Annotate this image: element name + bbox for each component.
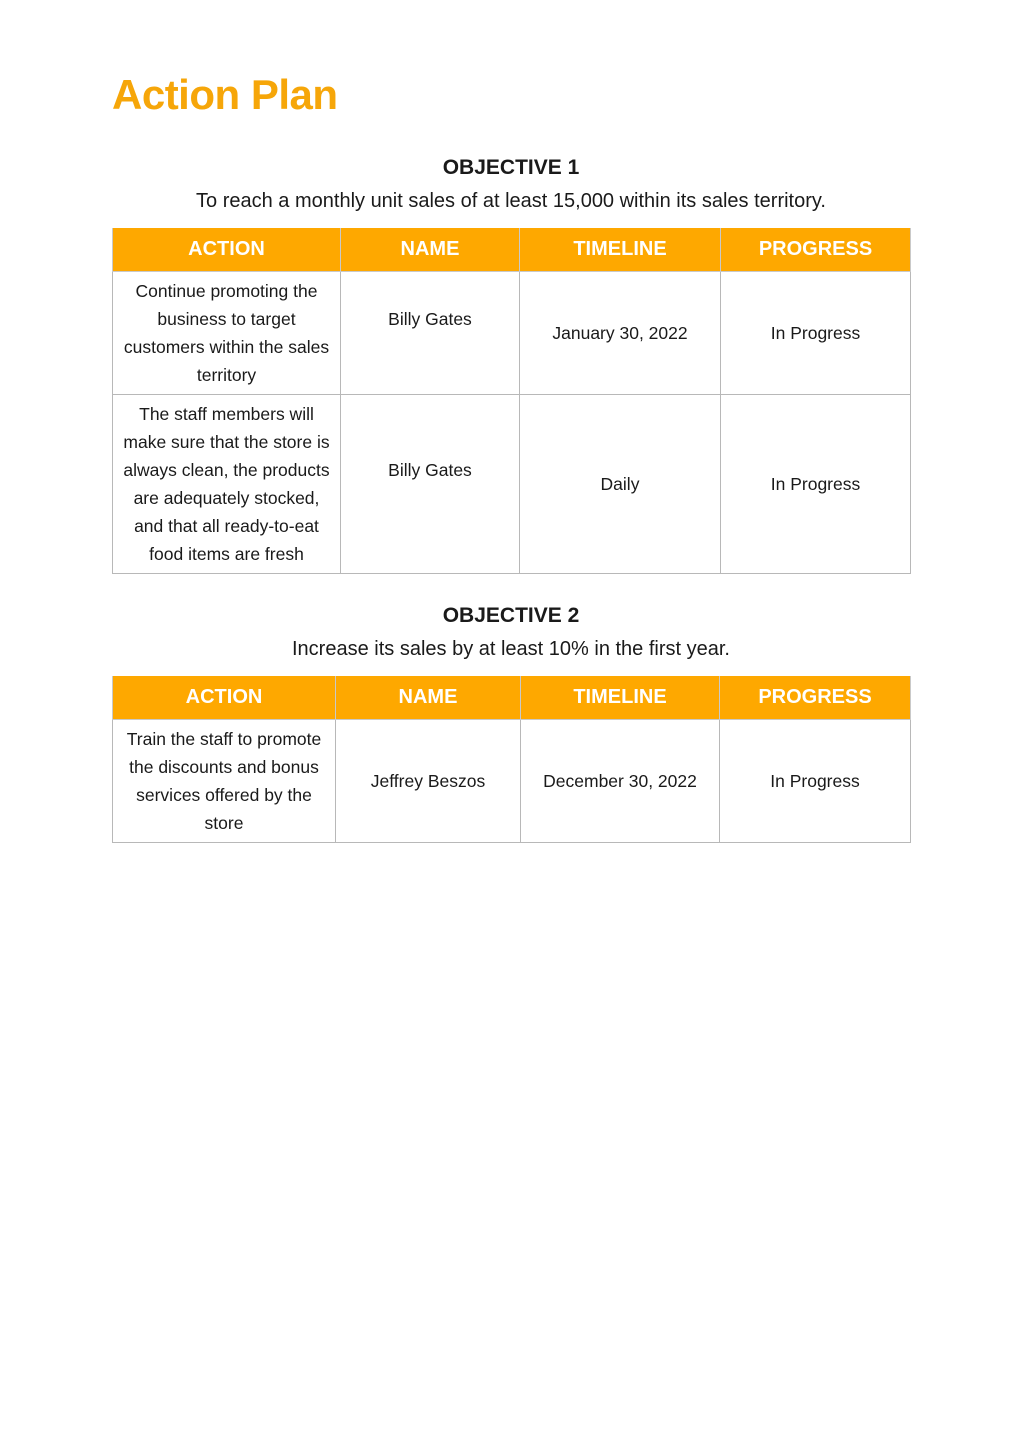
name-cell [336, 720, 521, 843]
column-header-name: NAME [341, 228, 520, 272]
progress-cell: In Progress [721, 395, 911, 574]
name-cell [341, 272, 520, 395]
name-value: Billy Gates [388, 309, 472, 329]
page-title: Action Plan [112, 71, 338, 118]
column-header-action: ACTION [113, 228, 341, 272]
objective-heading: OBJECTIVE 1 [442, 156, 580, 179]
objective-2-table [112, 676, 911, 843]
timeline-cell: January 30, 2022 [520, 272, 721, 395]
table-header-row [113, 676, 911, 720]
name-value: Jeffrey Beszos [370, 771, 486, 791]
column-header-name: NAME [336, 676, 521, 720]
column-header-progress: PROGRESS [721, 228, 911, 272]
progress-cell: In Progress [721, 272, 911, 395]
column-header-action: ACTION [113, 676, 336, 720]
objective-1-table [112, 228, 911, 574]
objective-1 [112, 154, 910, 215]
timeline-cell: Daily [520, 395, 721, 574]
name-value: Billy Gates [388, 460, 472, 480]
action-cell: Continue promoting the business to target customers within the sales territory [113, 272, 341, 395]
table-row [113, 720, 911, 843]
table-row [113, 395, 911, 574]
objective-heading: OBJECTIVE 2 [442, 604, 580, 627]
column-header-progress: PROGRESS [720, 676, 911, 720]
table-header-row [113, 228, 911, 272]
action-cell: Train the staff to promote the discounts and bonus services offered by the store [113, 720, 336, 843]
column-header-timeline: TIMELINE [521, 676, 720, 720]
column-header-timeline: TIMELINE [520, 228, 721, 272]
objective-description: To reach a monthly unit sales of at least 15,000 within its sales territory. [196, 190, 826, 212]
progress-cell: In Progress [720, 720, 911, 843]
timeline-cell: December 30, 2022 [521, 720, 720, 843]
name-cell [341, 395, 520, 574]
table-row [113, 272, 911, 395]
action-cell: The staff members will make sure that the store is always clean, the products are adequately stocked, and that all ready-to-eat food items are fresh [113, 395, 341, 574]
objective-description: Increase its sales by at least 10% in the first year. [292, 638, 730, 660]
objective-2 [112, 602, 910, 663]
